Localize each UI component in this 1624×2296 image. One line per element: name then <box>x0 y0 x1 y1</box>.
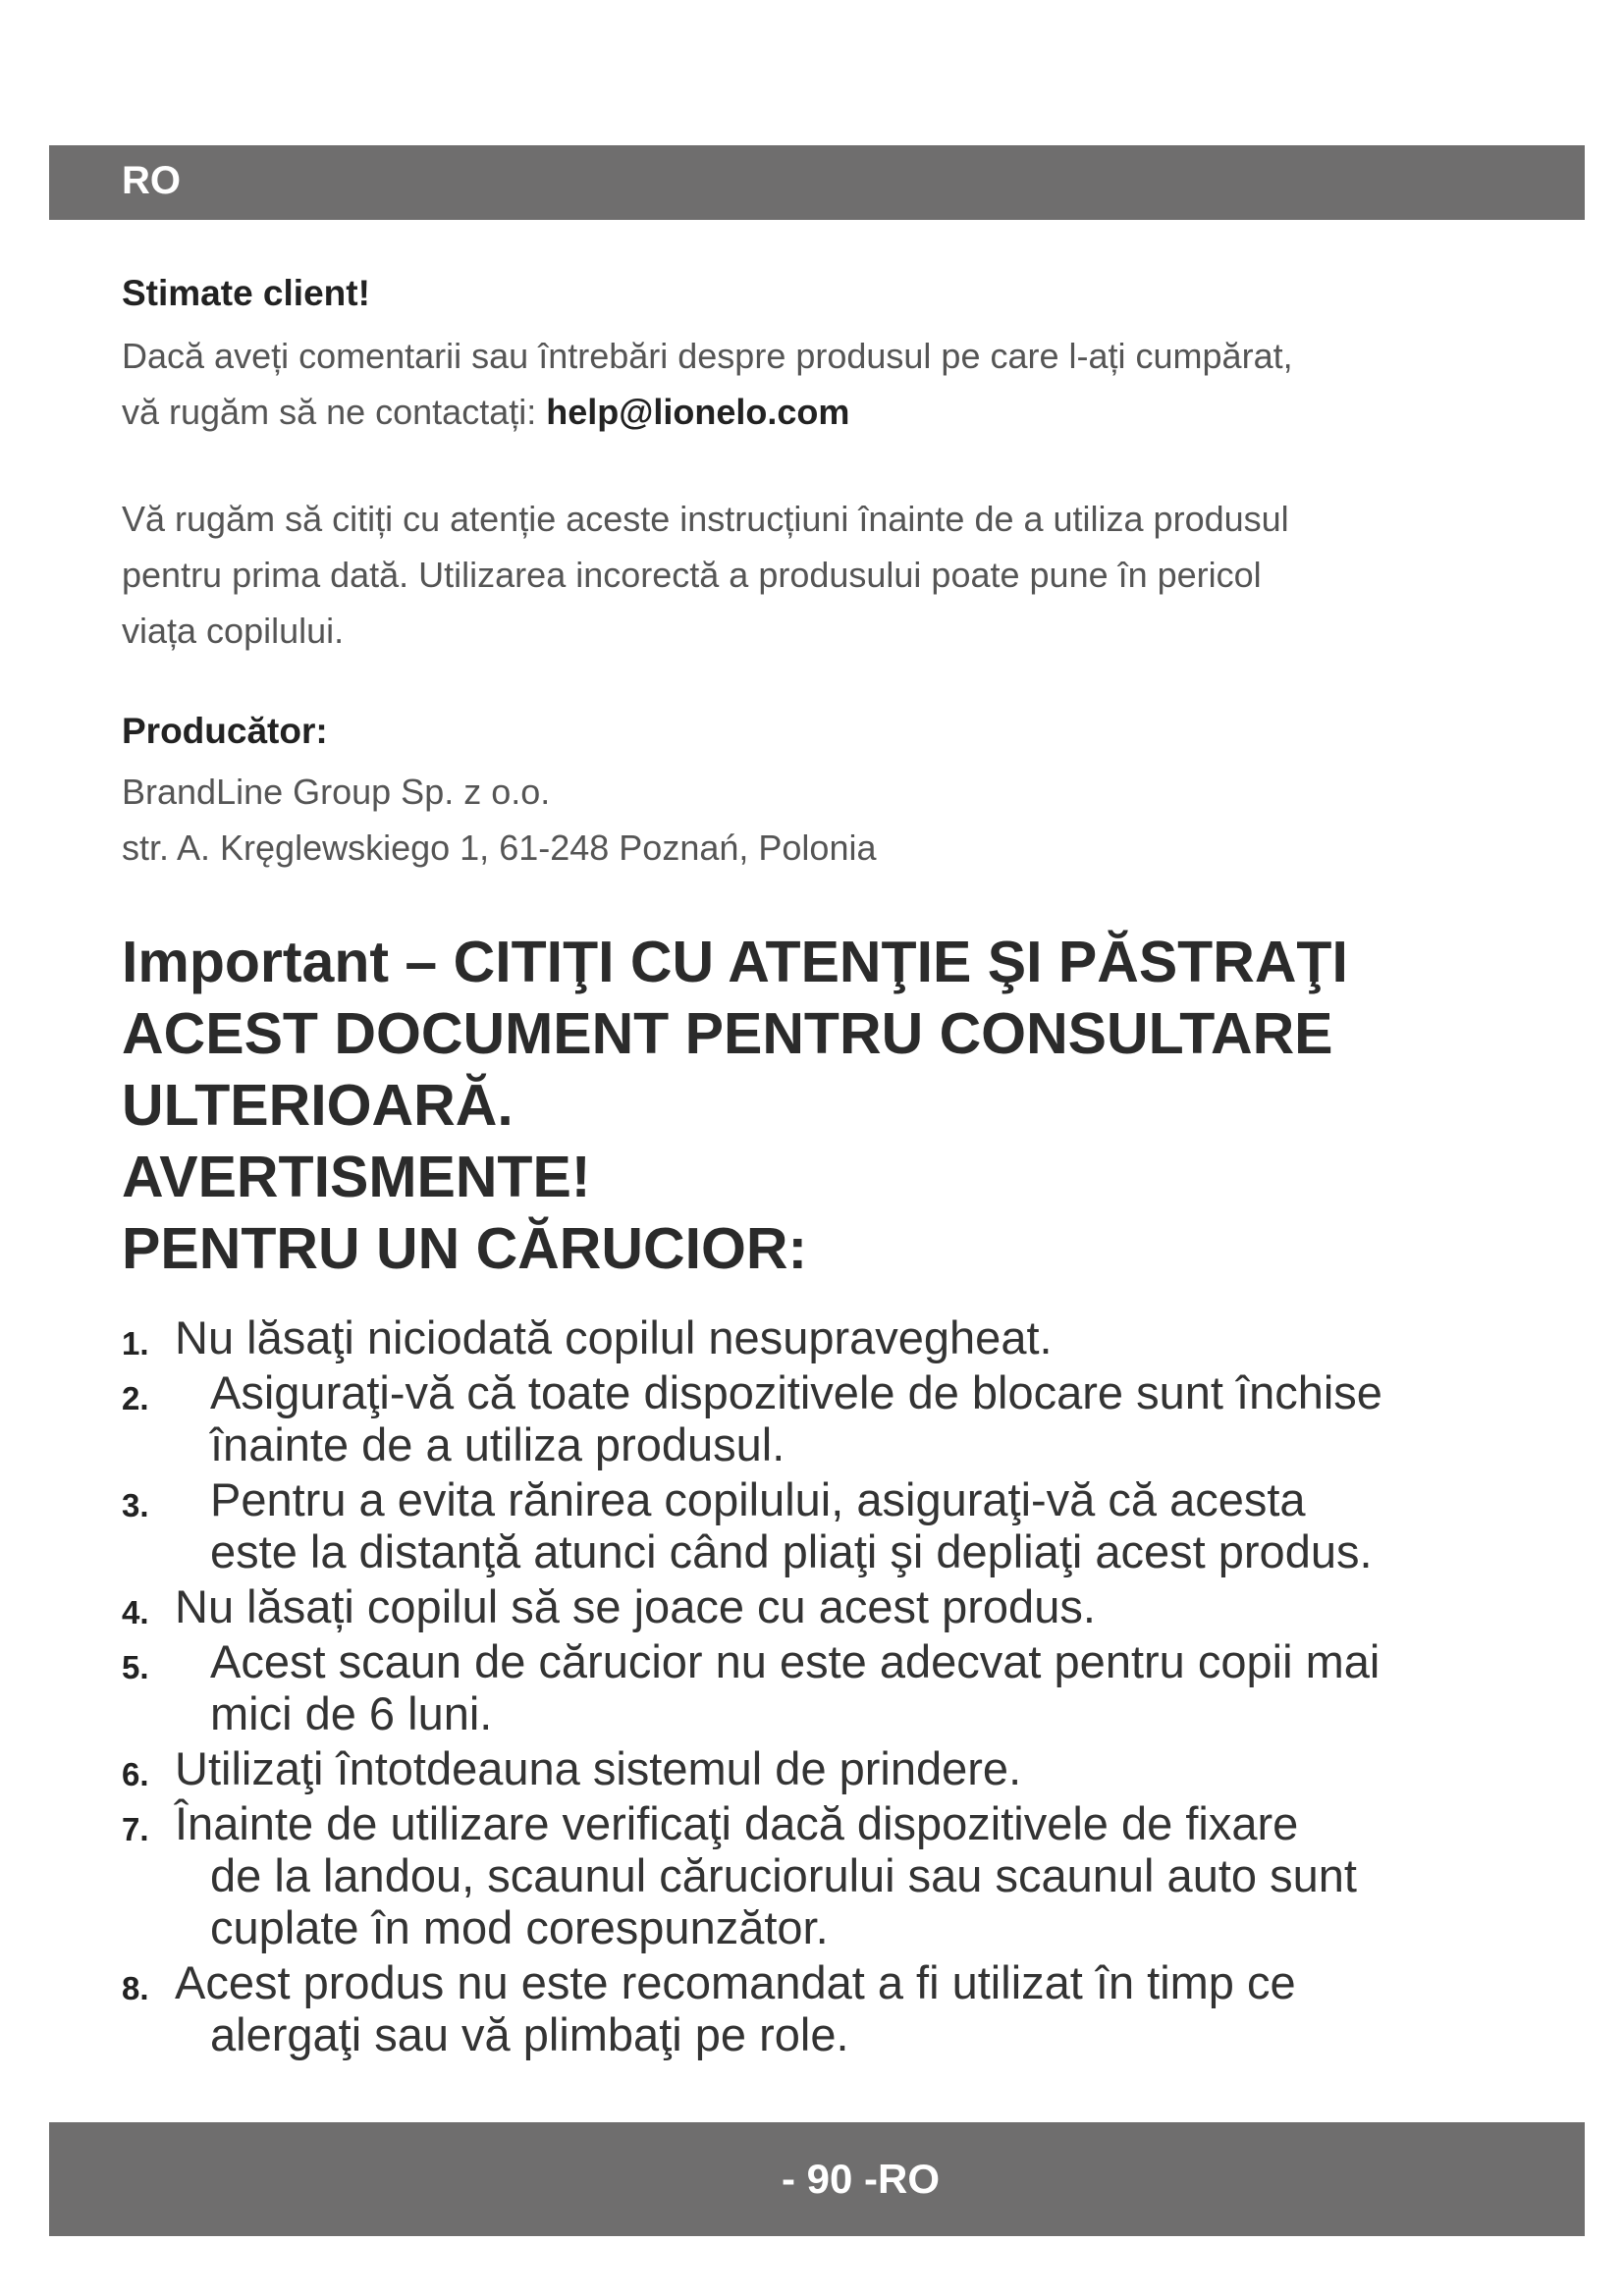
intro-line-2 <box>122 384 1516 440</box>
notice-paragraph <box>122 491 1516 659</box>
intro-paragraph <box>122 328 1516 440</box>
header-bar <box>49 145 1585 220</box>
warning-number: 3. <box>122 1487 149 1523</box>
warning-line: Acest produs nu este recomandat a fi utilizat în timp ce <box>175 1956 1296 2008</box>
warning-item <box>122 1366 1516 1470</box>
warning-line: Înainte de utilizare verificaţi dacă dispozitivele de fixare <box>175 1797 1299 1849</box>
warning-line: Utilizaţi întotdeauna sistemul de prindere. <box>175 1742 1022 1794</box>
heading-line: PENTRU UN CĂRUCIOR: <box>122 1216 808 1281</box>
warning-number: 1. <box>122 1325 149 1362</box>
language-code: RO <box>122 159 181 202</box>
greeting: Stimate client! <box>122 273 370 313</box>
warning-line: înainte de a utiliza produsul. <box>210 1418 785 1470</box>
warning-line: Nu lăsaţi niciodată copilul nesupravegheat. <box>175 1311 1053 1363</box>
notice-line: pentru prima dată. Utilizarea incorectă a produsului poate pune în pericol <box>122 555 1262 595</box>
manufacturer-info <box>122 764 1516 876</box>
manufacturer-label: Producător: <box>122 711 328 751</box>
manufacturer-address: str. A. Kręglewskiego 1, 61-248 Poznań, Polonia <box>122 828 877 868</box>
manufacturer-company: BrandLine Group Sp. z o.o. <box>122 772 551 812</box>
warning-line: Pentru a evita rănirea copilului, asiguraţi-vă că acesta <box>210 1473 1306 1525</box>
warning-line: alergaţi sau vă plimbaţi pe role. <box>210 2008 849 2060</box>
warnings-list <box>122 1311 1516 2063</box>
warning-line: Asiguraţi-vă că toate dispozitivele de blocare sunt închise <box>210 1366 1382 1418</box>
warning-number: 5. <box>122 1649 149 1685</box>
warning-line: Nu lăsați copilul să se joace cu acest produs. <box>175 1580 1096 1632</box>
intro-line-2-prefix: vă rugăm să ne contactați: <box>122 392 547 432</box>
notice-line: viața copilului. <box>122 611 345 651</box>
heading-line: ACEST DOCUMENT PENTRU CONSULTARE <box>122 1001 1333 1066</box>
intro-line-1: Dacă aveți comentarii sau întrebări despre produsul pe care l-ați cumpărat, <box>122 336 1293 376</box>
page-number: - 90 -RO <box>782 2156 941 2202</box>
warning-number: 7. <box>122 1811 149 1847</box>
warning-item <box>122 1797 1516 1953</box>
heading-line: Important – CITIŢI CU ATENŢIE ŞI PĂSTRAŢI <box>122 930 1348 994</box>
contact-email: help@lionelo.com <box>546 392 850 432</box>
heading-line: AVERTISMENTE! <box>122 1145 591 1209</box>
warning-line: este la distanţă atunci când pliaţi şi depliaţi acest produs. <box>210 1525 1373 1577</box>
warning-item <box>122 1580 1516 1632</box>
important-heading <box>122 927 1516 1285</box>
warning-item <box>122 1742 1516 1794</box>
warning-item <box>122 1473 1516 1577</box>
warning-item <box>122 1635 1516 1739</box>
notice-line: Vă rugăm să citiți cu atenție aceste instrucțiuni înainte de a utiliza produsul <box>122 499 1289 539</box>
warning-line: de la landou, scaunul căruciorului sau scaunul auto sunt <box>210 1849 1357 1901</box>
heading-line: ULTERIOARĂ. <box>122 1073 514 1138</box>
footer-bar <box>49 2122 1585 2236</box>
warning-line: Acest scaun de cărucior nu este adecvat pentru copii mai <box>210 1635 1380 1687</box>
warning-number: 4. <box>122 1594 149 1630</box>
warning-line: mici de 6 luni. <box>210 1687 493 1739</box>
warning-number: 2. <box>122 1380 149 1416</box>
warning-item <box>122 1311 1516 1363</box>
warning-number: 8. <box>122 1970 149 2006</box>
warning-number: 6. <box>122 1756 149 1792</box>
warning-item <box>122 1956 1516 2060</box>
warning-line: cuplate în mod corespunzător. <box>210 1901 829 1953</box>
